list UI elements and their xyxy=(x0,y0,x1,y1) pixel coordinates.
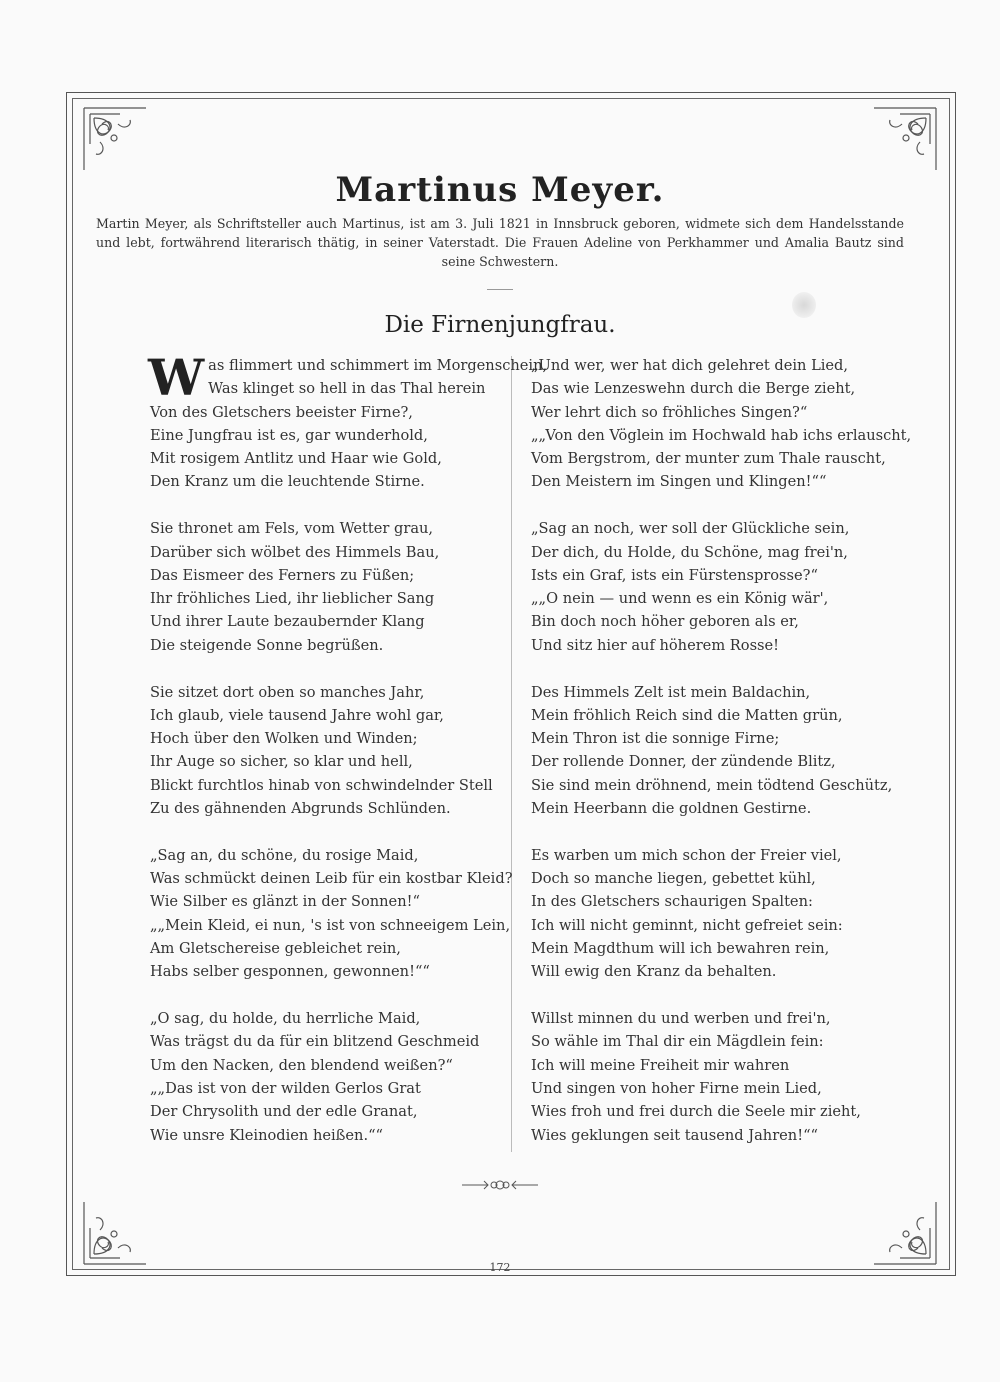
verse-line: Es warben um mich schon der Freier viel, xyxy=(531,846,842,864)
verse-line: In des Gletschers schaurigen Spalten: xyxy=(531,893,813,911)
verse-line: Um den Nacken, den blendend weißen?“ xyxy=(150,1056,453,1074)
drop-cap: W xyxy=(148,348,205,407)
column-divider xyxy=(511,356,512,1152)
verse-line: Wies geklungen seit tausend Jahren!““ xyxy=(531,1126,818,1144)
verse-line: Was klinget so hell in das Thal herein xyxy=(208,380,486,398)
verse-line: Darüber sich wölbet des Himmels Bau, xyxy=(150,543,440,561)
verse-line: Am Gletschereise gebleichet rein, xyxy=(150,940,401,958)
page-title: Martinus Meyer. xyxy=(335,170,665,210)
verse-line: Was trägst du da für ein blitzend Geschmeid xyxy=(150,1033,480,1051)
corner-ornament-icon xyxy=(868,1196,940,1268)
poem-column-left xyxy=(148,348,548,1170)
poem-column-right xyxy=(531,354,912,1170)
verse-line: Willst minnen du und werben und frei'n, xyxy=(531,1010,831,1028)
stanza xyxy=(150,844,513,984)
verse-line: Wer lehrt dich so fröhliches Singen?“ xyxy=(531,403,808,421)
verse-line: Sie thronet am Fels, vom Wetter grau, xyxy=(150,520,434,538)
verse-line: Des Himmels Zelt ist mein Baldachin, xyxy=(531,683,811,701)
verse-line: Ists ein Graf, ists ein Fürstensprosse?“ xyxy=(531,566,818,584)
verse-line: Eine Jungfrau ist es, gar wunderhold, xyxy=(150,426,428,444)
verse-line: Habs selber gesponnen, gewonnen!““ xyxy=(150,963,430,981)
stanza xyxy=(531,844,876,984)
stanza xyxy=(148,348,548,494)
verse-line: Und ihrer Laute bezaubernder Klang xyxy=(150,613,425,631)
verse-line: Sie sitzet dort oben so manches Jahr, xyxy=(150,683,425,701)
verse-line: „O sag, du holde, du herrliche Maid, xyxy=(150,1010,421,1028)
stanza xyxy=(531,517,876,657)
stanza xyxy=(150,1007,495,1147)
verse-line: Mein Heerbann die goldnen Gestirne. xyxy=(531,800,812,818)
verse-line: „Sag an, du schöne, du rosige Maid, xyxy=(150,846,419,864)
stanza xyxy=(150,681,495,821)
verse-line: Blickt furchtlos hinab von schwindelnder Stell xyxy=(150,776,493,794)
verse-line: Ich glaub, viele tausend Jahre wohl gar, xyxy=(150,706,444,724)
verse-line: Und sitz hier auf höherem Rosse! xyxy=(531,636,780,654)
verse-line: Mein Magdthum will ich bewahren rein, xyxy=(531,940,830,958)
verse-line: Doch so manche liegen, gebettet kühl, xyxy=(531,870,816,888)
verse-line: Mein fröhlich Reich sind die Matten grün, xyxy=(531,706,843,724)
divider-rule xyxy=(487,289,513,290)
stanza xyxy=(531,681,893,821)
verse-line: Und singen von hoher Firne mein Lied, xyxy=(531,1080,822,1098)
stanza xyxy=(531,354,912,494)
corner-ornament-icon xyxy=(80,1196,152,1268)
verse-line: Vom Bergstrom, der munter zum Thale rauscht, xyxy=(531,450,886,468)
verse-line: Ich will meine Freiheit mir wahren xyxy=(531,1056,790,1074)
verse-line: Ihr fröhliches Lied, ihr lieblicher Sang xyxy=(150,590,435,608)
verse-line: Das Eismeer des Ferners zu Füßen; xyxy=(150,566,415,584)
verse-line: Die steigende Sonne begrüßen. xyxy=(150,636,384,654)
verse-line: Wie Silber es glänzt in der Sonnen!“ xyxy=(150,893,420,911)
verse-line: Sie sind mein dröhnend, mein tödtend Geschütz, xyxy=(531,776,893,794)
verse-line: Der dich, du Holde, du Schöne, mag frei'n, xyxy=(531,543,848,561)
verse-line: as flimmert und schimmert im Morgenschein, xyxy=(208,357,548,374)
verse-line: Ihr Auge so sicher, so klar und hell, xyxy=(150,753,413,771)
verse-line: Wie unsre Kleinodien heißen.““ xyxy=(150,1126,384,1144)
verse-line: Hoch über den Wolken und Winden; xyxy=(150,730,418,748)
verse-line: Den Meistern im Singen und Klingen!““ xyxy=(531,473,827,491)
verse-line: Wies froh und frei durch die Seele mir zieht, xyxy=(531,1103,861,1121)
verse-line: „„Von den Vöglein im Hochwald hab ichs erlauscht, xyxy=(531,426,912,444)
verse-line: Mit rosigem Antlitz und Haar wie Gold, xyxy=(150,450,442,468)
poem-title: Die Firnenjungfrau. xyxy=(384,312,616,338)
corner-ornament-icon xyxy=(80,104,152,176)
verse-line: „„O nein — und wenn es ein König wär', xyxy=(531,590,829,608)
stanza xyxy=(150,517,495,657)
verse-line: „„Das ist von der wilden Gerlos Grat xyxy=(150,1080,421,1098)
verse-line: „Und wer, wer hat dich gelehret dein Lied, xyxy=(531,357,849,374)
verse-line: Bin doch noch höher geboren als er, xyxy=(531,613,799,631)
verse-line: Der rollende Donner, der zündende Blitz, xyxy=(531,753,836,771)
verse-line: Ich will nicht geminnt, nicht gefreiet sein: xyxy=(531,916,843,934)
author-biography: Martin Meyer, als Schriftsteller auch Martinus, ist am 3. Juli 1821 in Innsbruck geboren, widmete sich dem Handelsstande und lebt, fortwährend literarisch thätig, in seiner Vaterstadt. Die Frauen Adeline von Perkhammer und Amalia Bautz sind seine Schwestern. xyxy=(96,216,904,269)
verse-line: Von des Gletschers beeister Firne?, xyxy=(150,403,413,421)
stanza xyxy=(531,1007,876,1147)
verse-line: Will ewig den Kranz da behalten. xyxy=(531,963,777,981)
verse-line: Zu des gähnenden Abgrunds Schlünden. xyxy=(150,800,451,818)
verse-line: „„Mein Kleid, ei nun, 's ist von schneeigem Lein, xyxy=(150,916,511,934)
verse-line: Den Kranz um die leuchtende Stirne. xyxy=(150,473,425,491)
fleuron-ornament-icon xyxy=(460,1176,540,1194)
verse-line: So wähle im Thal dir ein Mägdlein fein: xyxy=(531,1033,824,1051)
verse-line: Was schmückt deinen Leib für ein kostbar Kleid? xyxy=(150,870,513,888)
verse-line: Mein Thron ist die sonnige Firne; xyxy=(531,730,780,748)
corner-ornament-icon xyxy=(868,104,940,176)
verse-line: Der Chrysolith und der edle Granat, xyxy=(150,1103,418,1121)
page-number: 172 xyxy=(489,1261,511,1274)
verse-line: „Sag an noch, wer soll der Glückliche sein, xyxy=(531,520,850,538)
verse-line: Das wie Lenzeswehn durch die Berge zieht, xyxy=(531,380,856,398)
